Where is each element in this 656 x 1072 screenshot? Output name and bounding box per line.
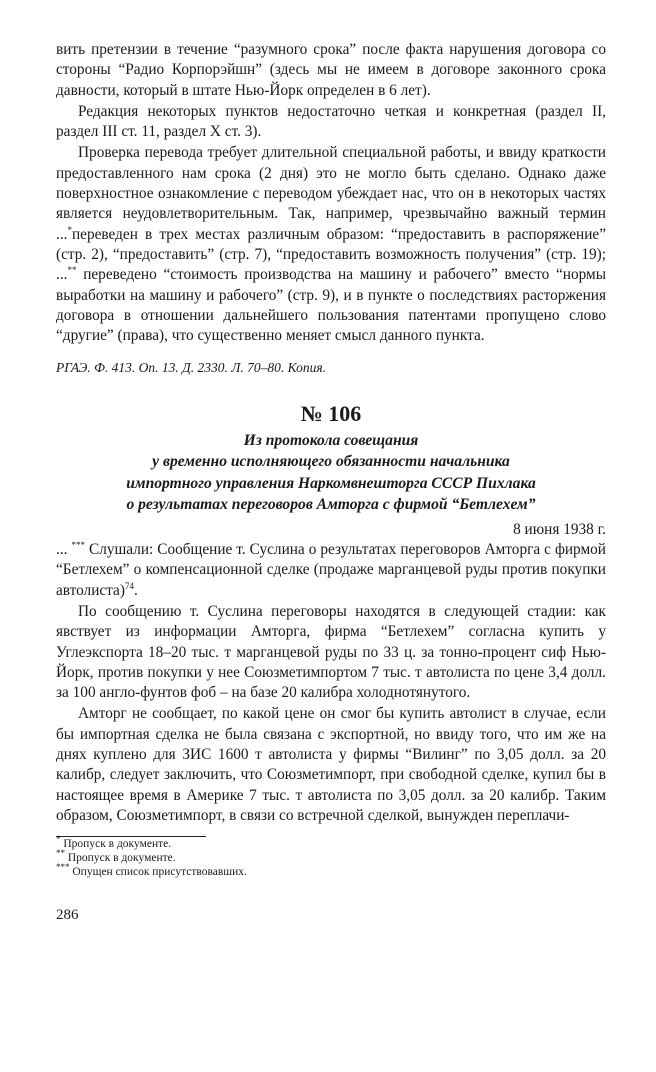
title-line: о результатах переговоров Амторга с фирмой “Бетлехем” xyxy=(126,496,536,514)
paragraph-editorial-note: Редакция некоторых пунктов недостаточно четкая и конкретная (раздел II, раздел III ст. 11, раздел X ст. 3). xyxy=(56,102,606,141)
page xyxy=(56,40,606,926)
footnote-marker-3: *** xyxy=(71,539,85,550)
footnote-marker-1: * xyxy=(67,224,72,235)
translation-text-3: переведено “стоимость производства на машину и рабочего” вместо “нормы выработки на машину и рабочего” (стр. 9), и в пункте о последствиях расторжения договора в отношении дальнейшего пользования патентами пропущено слово “другие” (права), что существенно меняет смысл данного пункта. xyxy=(56,266,606,345)
footnote-mark: * xyxy=(56,834,61,845)
footnote-mark: *** xyxy=(56,862,70,873)
paragraph-price-analysis: Амторг не сообщает, по какой цене он смог бы купить автолист в случае, если бы импортная сделка не была связана с экспортной, но ввиду того, что им же на днях куплено для ЗИС 1600 т автолиста у фирмы “Вилинг” по 3,05 долл. за 20 калибр, следует заключить, что Союзметимпорт, при свободной сделке, купил бы в настоящее время в Америке 7 тыс. т автолиста по 3,05 долл. за 20 калибр. Таким образом, Союзметимпорт, в связи со встречной сделкой, вынужден переплачи- xyxy=(56,705,606,824)
translation-text-1: Проверка перевода требует длительной специальной работы, и ввиду краткости предоставленного нам срока (2 дня) это не могло быть сделано. Однако даже поверхностное ознакомление с переводом убеждает нас, что он в некоторых частях является неудовлетворительным. Так, например, чрезвычайно важный термин ... xyxy=(56,144,606,243)
paragraph-continued: вить претензии в течение “разумного срока” после факта нарушения договора со стороны “Радио Корпорэйшн” (здесь мы не имеем в договоре законного срока давности, который в штате Нью-Йорк определен в 6 лет). xyxy=(56,41,606,99)
footnote xyxy=(56,834,606,851)
document-date: 8 июня 1938 г. xyxy=(513,520,606,538)
heard-end: . xyxy=(133,581,138,599)
page-number: 286 xyxy=(56,907,79,924)
document-title xyxy=(56,430,606,516)
footnote-text: Пропуск в документе. xyxy=(60,838,172,851)
translation-text-2: переведен в трех местах различным образом: “предоставить в распоряжение” (стр. 2), “предоставить” (стр. 7), “предоставить возможность получения” (стр. 19); ... xyxy=(56,225,606,284)
document-number: № 106 xyxy=(300,400,362,426)
paragraph-heard xyxy=(56,540,606,601)
paragraph-negotiations: По сообщению т. Суслина переговоры находятся в следующей стадии: как явствует из информации Амторга, фирма “Бетлехем” согласна купить у Углеэкспорта 18–20 тыс. т марганцевой руды по 33 ц. за тонно-процент сиф Нью-Йорк, против покупки у нее Союзметимпортом 7 тыс. т автолиста по цене 3,4 долл. за 100 англо-фунтов фоб – на базе 20 калибра холоднотянутого. xyxy=(56,602,606,702)
footnote-text: Пропуск в документе. xyxy=(65,852,176,865)
archive-source: РГАЭ. Ф. 413. Оп. 13. Д. 2330. Л. 70–80. Копия. xyxy=(56,360,327,376)
footnote-marker-2: ** xyxy=(67,265,77,276)
title-line: импортного управления Наркомвнешторга СССР Пихлака xyxy=(126,474,536,492)
footnote-text: Опущен список присутствовавших. xyxy=(69,866,247,879)
heard-ellipsis: ... xyxy=(56,541,68,559)
endnote-marker: 74 xyxy=(124,580,134,591)
title-line: Из протокола совещания xyxy=(243,431,419,449)
footnote-mark: ** xyxy=(56,848,65,859)
title-line: у временно исполняющего обязанности начальника xyxy=(152,453,510,471)
paragraph-translation-check xyxy=(56,143,606,346)
heard-text: Слушали: Сообщение т. Суслина о результатах переговоров Амторга с фирмой “Бетлехем” о компенсационной сделке (продаже марганцевой руды против покупки автолиста) xyxy=(56,541,606,599)
footnote xyxy=(56,862,606,879)
footnote xyxy=(56,848,606,865)
